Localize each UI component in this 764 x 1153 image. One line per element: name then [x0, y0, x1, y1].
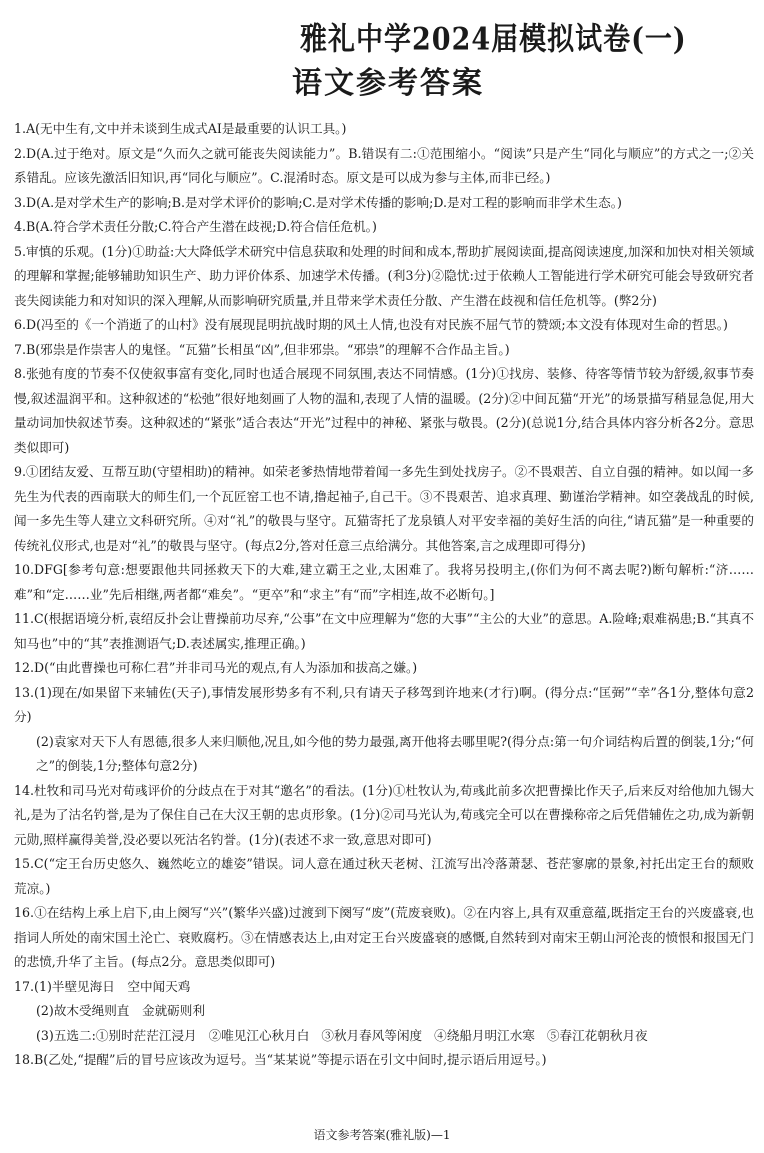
poem-option: ⑤春江花朝秋月夜	[546, 1027, 648, 1043]
poem-option: ②唯见江心秋月白	[208, 1027, 310, 1043]
answer-2: 2.D(A.过于绝对。原文是“久而久之就可能丧失阅读能力”。B.错误有二:①范围缩小。“阅读”只是产生“同化与顺应”的方式之一;②关系错乱。应该先激活旧知识,再“同化与顺应”。C.混淆时态。原文是可以成为参与主体,而非已经。)	[14, 145, 754, 185]
answer-16: 16.①在结构上承上启下,由上阕写“兴”(繁华兴盛)过渡到下阕写“废”(荒废衰败)。②在内容上,具有双重意蕴,既指定王台的兴废盛衰,也指词人所处的南宋国土沦亡、衰败腐朽。③在情感表达上,由对定王台兴废盛衰的感慨,自然转到对南宋王朝山河沦丧的愤恨和报国无门的悲愤,升华了主旨。(每点2分。意思类似即可)	[14, 905, 754, 969]
answer-13-part2: (2)袁家对天下人有恩德,很多人来归顺他,况且,如今他的势力最强,离开他将去哪里呢?(得分点:第一句介词结构后置的倒装,1分;“何之”的倒装,1分;整体句意2分)	[36, 733, 754, 773]
answer-15: 15.C(“定王台历史悠久、巍然屹立的雄姿”错误。词人意在通过秋天老树、江流写出冷落萧瑟、苍茫寥廓的景象,衬托出定王台的颓败荒凉。)	[14, 856, 754, 896]
answer-11: 11.C(根据语境分析,袁绍反扑会让曹操前功尽弃,“公事”在文中应理解为“您的大事”“主公的大业”的意思。A.险峰;艰难祸患;B.“其真不知马也”中的“其”表推测语气;D.表述属实,推理正确。)	[14, 611, 754, 651]
answer-18: 18.B(乙处,“提醒”后的冒号应该改为逗号。当“某某说”等提示语在引文中间时,提示语后用逗号。)	[14, 1052, 547, 1067]
answer-5: 5.审慎的乐观。(1分)①助益:大大降低学术研究中信息获取和处理的时间和成本,帮助扩展阅读面,提高阅读速度,加深和加快对相关领域的理解和掌握;能够辅助知识生产、助力评价体系、加速学术传播。(利3分)②隐忧:过于依赖人工智能进行学术研究可能会导致研究者丧失阅读能力和对知识的深入理解,从而影响研究质量,并且带来学术责任分散、产生潜在歧视和信任危机等。(弊2分)	[14, 243, 754, 308]
answer-12: 12.D(“由此曹操也可称仁君”并非司马光的观点,有人为添加和拔高之嫌。)	[14, 660, 418, 675]
answer-6: 6.D(冯至的《一个消逝了的山村》没有展现昆明抗战时期的风土人情,也没有对民族不屈气节的赞颂;本文没有体现对生命的哲思。)	[14, 317, 728, 332]
answer-13-part1: 13.(1)现在/如果留下来辅佐(天子),事情发展形势多有不利,只有请天子移驾到许地来(才行)啊。(得分点:“匡弼”“幸”各1分,整体句意2分)	[14, 684, 754, 724]
page-subtitle: 语文参考答案	[292, 66, 484, 101]
poem-option: ③秋月春风等闲度	[321, 1027, 423, 1043]
answer-4: 4.B(A.符合学术责任分散;C.符合产生潜在歧视;D.符合信任危机。)	[14, 219, 377, 234]
page-footer: 语文参考答案(雅礼版)—1	[313, 1128, 451, 1142]
answer-10: 10.DFG[参考句意:想要跟他共同拯救天下的大难,建立霸王之业,太困难了。我将另投明主,(你们为何不离去呢?)断句解析:“济……难”和“定……业”先后相继,两者都“难矣”。“更卒”和“求主”有“而”字相连,故不必断句。]	[14, 562, 754, 602]
answer-17-line2: (2)故木受绳则直 金就砺则利	[36, 1003, 205, 1018]
answer-3: 3.D(A.是对学术生产的影响;B.是对学术评价的影响;C.是对学术传播的影响;D.是对工程的影响而非学术生态。)	[14, 194, 622, 210]
answer-14: 14.杜牧和司马光对荀彧评价的分歧点在于对其“邀名”的看法。(1分)①杜牧认为,荀彧此前多次把曹操比作天子,后来反对给他加九锡大礼,是为了沽名钓誉,是为了保住自己在大汉王朝的忠贞形象。(1分)②司马光认为,荀彧完全可以在曹操称帝之后凭借辅佐之功,成为新朝元勋,照样赢得美誉,没必要以死沽名钓誉。(1分)(表述不求一致,意思对即可)	[14, 782, 754, 847]
answer-7: 7.B(邪祟是作崇害人的鬼怪。“瓦猫”长相虽“凶”,但非邪祟。“邪祟”的理解不合作品主旨。)	[14, 341, 510, 357]
answer-17-line3	[14, 1024, 754, 1049]
poem-option: ①别时茫茫江浸月	[95, 1027, 197, 1043]
answer-8: 8.张弛有度的节奏不仅使叙事富有变化,同时也适合展现不同氛围,表达不同情感。(1分)①找房、装修、待客等情节较为舒缓,叙事节奏慢,叙述温润平和。这种叙述的“松弛”很好地刻画了人物的温和,表现了人情的温暖。(2分)②中间瓦猫“开光”的场景描写稍显急促,用大量动词加快叙述节奏。这种叙述的“紧张”适合表达“开光”过程中的神秘、紧张与敬畏。(2分)(总说1分,结合具体内容分析各2分。意思类似即可)	[14, 366, 754, 455]
answer-17-prefix: (3)五选二:	[36, 1027, 96, 1043]
answer-9: 9.①团结友爱、互帮互助(守望相助)的精神。如荣老爹热情地带着闻一多先生到处找房子。②不畏艰苦、自立自强的精神。如以闻一多先生为代表的西南联大的师生们,一个瓦匠窑工也不请,撸起袖子,自己干。③不畏艰苦、追求真理、勤谨治学精神。如空袭战乱的时候,闻一多先生等人建立文科研究所。④对“礼”的敬畏与坚守。瓦猫寄托了龙泉镇人对平安幸福的美好生活的向往,“请瓦猫”是一种重要的传统礼仪形式,也是对“礼”的敬畏与坚守。(每点2分,答对任意三点给满分。其他答案,言之成理即可得分)	[14, 464, 754, 553]
poem-option: ④绕船月明江水寒	[434, 1027, 535, 1043]
answer-list	[14, 117, 754, 1073]
exam-title: 雅礼中学2024届模拟试卷(一)	[300, 22, 687, 58]
answer-1: 1.A(无中生有,文中并未谈到生成式AI是最重要的认识工具。)	[14, 121, 347, 136]
answer-17-line1: 17.(1)半壁见海日 空中闻天鸡	[14, 978, 191, 994]
